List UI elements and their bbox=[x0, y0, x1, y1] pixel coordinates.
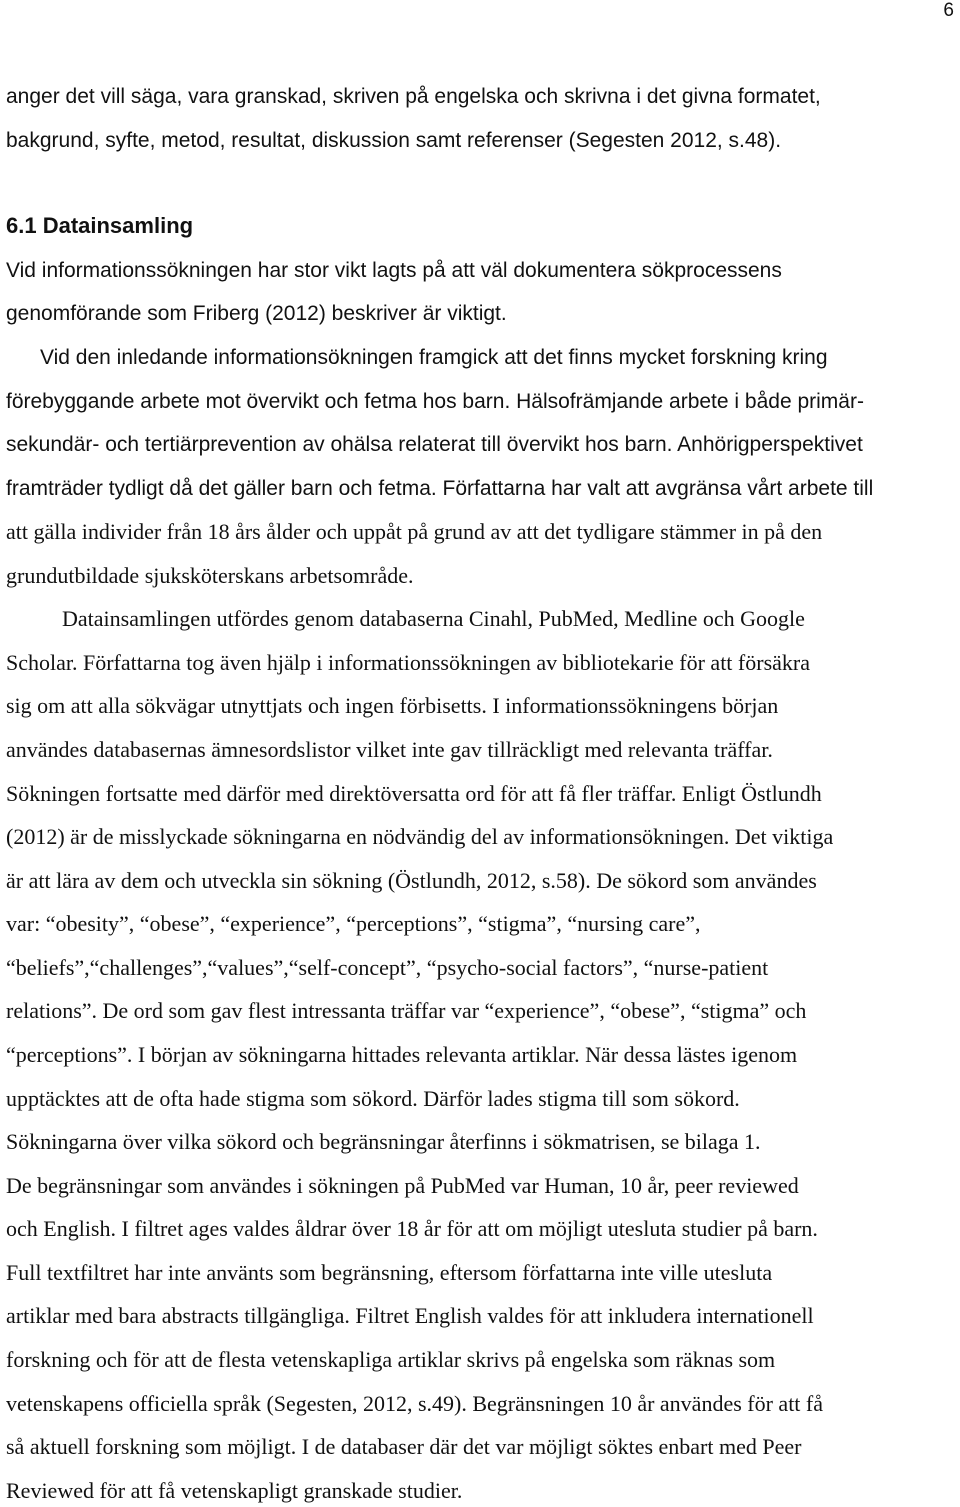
paragraph-line: forskning och för att de flesta vetenskapliga artiklar skrivs på engelska som räknas som bbox=[6, 1347, 776, 1372]
paragraph-line: relations”. De ord som gav flest intressanta träffar var “experience”, “obese”, “stigma” och bbox=[6, 998, 807, 1023]
paragraph-line: artiklar med bara abstracts tillgängliga. Filtret English valdes för att inkludera internationell bbox=[6, 1303, 814, 1328]
paragraph-line: genomförande som Friberg (2012) beskriver är viktigt. bbox=[6, 302, 507, 325]
paragraph-line: sekundär- och tertiärprevention av ohälsa relaterat till övervikt hos barn. Anhörigperspektivet bbox=[6, 433, 863, 456]
paragraph-line: att gälla individer från 18 års ålder och uppåt på grund av att det tydligare stämmer in på den bbox=[6, 519, 823, 544]
paragraph-line: De begränsningar som användes i sökningen på PubMed var Human, 10 år, peer reviewed bbox=[6, 1173, 799, 1198]
paragraph-line: sig om att alla sökvägar utnyttjats och ingen förbisetts. I informationssökningens början bbox=[6, 693, 779, 718]
paragraph-line: förebyggande arbete mot övervikt och fetma hos barn. Hälsofrämjande arbete i både primär- bbox=[6, 390, 864, 413]
paragraph-line: (2012) är de misslyckade sökningarna en nödvändig del av informationsökningen. Det viktiga bbox=[6, 824, 834, 849]
paragraph-line: vetenskapens officiella språk (Segesten, 2012, s.49). Begränsningen 10 år användes för att få bbox=[6, 1391, 824, 1416]
paragraph-line: Sökningarna över vilka sökord och begränsningar återfinns i sökmatrisen, se bilaga 1. bbox=[6, 1129, 761, 1154]
paragraph-line: Sökningen fortsatte med därför med direktöversatta ord för att få fler träffar. Enligt Östlundh bbox=[6, 781, 822, 806]
paragraph-line: Vid den inledande informationsökningen framgick att det finns mycket forskning kring bbox=[40, 346, 828, 369]
paragraph-line: var: “obesity”, “obese”, “experience”, “perceptions”, “stigma”, “nursing care”, bbox=[6, 911, 701, 936]
paragraph-line: Full textfiltret har inte använts som begränsning, eftersom författarna inte ville utesluta bbox=[6, 1260, 773, 1285]
paragraph-line: framträder tydligt då det gäller barn och fetma. Författarna har valt att avgränsa vårt arbete till bbox=[6, 477, 874, 500]
paragraph-line: Reviewed för att få vetenskapligt granskade studier. bbox=[6, 1478, 463, 1503]
page-number: 6 bbox=[943, 0, 954, 21]
paragraph-line: Datainsamlingen utfördes genom databaserna Cinahl, PubMed, Medline och Google bbox=[62, 606, 805, 631]
paragraph-line: anger det vill säga, vara granskad, skriven på engelska och skrivna i det givna formatet, bbox=[6, 85, 821, 108]
paragraph-line: är att lära av dem och utveckla sin sökning (Östlundh, 2012, s.58). De sökord som användes bbox=[6, 868, 817, 893]
paragraph-line: och English. I filtret ages valdes åldrar över 18 år för att om möjligt utesluta studier på barn. bbox=[6, 1216, 818, 1241]
paragraph-line: Vid informationssökningen har stor vikt lagts på att väl dokumentera sökprocessens bbox=[6, 259, 782, 282]
paragraph-line: bakgrund, syfte, metod, resultat, diskussion samt referenser (Segesten 2012, s.48). bbox=[6, 129, 782, 152]
paragraph-line: upptäcktes att de ofta hade stigma som sökord. Därför lades stigma till som sökord. bbox=[6, 1086, 740, 1111]
paragraph-line: användes databasernas ämnesordslistor vilket inte gav tillräckligt med relevanta träffar. bbox=[6, 737, 773, 762]
paragraph-line: Scholar. Författarna tog även hjälp i informationssökningen av bibliotekarie för att försäkra bbox=[6, 650, 810, 675]
paragraph-line: “perceptions”. I början av sökningarna hittades relevanta artiklar. När dessa lästes igenom bbox=[6, 1042, 798, 1067]
paragraph-line: “beliefs”,“challenges”,“values”,“self-concept”, “psycho-social factors”, “nurse-patient bbox=[6, 955, 769, 980]
paragraph-line: så aktuell forskning som möjligt. I de databaser där det var möjligt söktes enbart med Peer bbox=[6, 1434, 802, 1459]
section-heading: 6.1 Datainsamling bbox=[6, 213, 194, 238]
paragraph-line: grundutbildade sjuksköterskans arbetsområde. bbox=[6, 563, 414, 588]
